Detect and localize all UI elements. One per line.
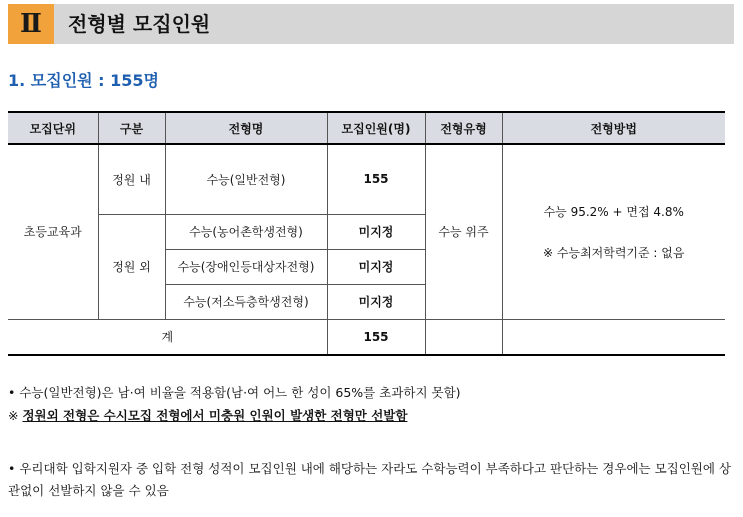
track-name-cell: 수능(일반전형) bbox=[165, 144, 327, 214]
subtitle: 1. 모집인원 : 155명 bbox=[8, 71, 159, 90]
note-quota bbox=[8, 406, 407, 424]
col-header: 모집인원(명) bbox=[327, 112, 425, 144]
group-out-cell: 정원 외 bbox=[98, 214, 165, 319]
note-mark: ※ bbox=[8, 408, 19, 423]
total-row bbox=[8, 319, 725, 355]
col-header: 모집단위 bbox=[8, 112, 98, 144]
count-cell: 155 bbox=[327, 144, 425, 214]
empty-cell bbox=[425, 319, 502, 355]
note-gender-ratio: • 수능(일반전형)은 남·여 비율을 적용함(남·여 어느 한 성이 65%를 초과하지 못함) bbox=[8, 385, 461, 400]
group-in-cell: 정원 내 bbox=[98, 144, 165, 214]
note-selection: • 우리대학 입학지원자 중 입학 전형 성적이 모집인원 내에 해당하는 자라도 수학능력이 부족하다고 판단하는 경우에는 모집인원에 상관없이 선발하지 않을 수 있음 bbox=[8, 461, 731, 498]
type-cell: 수능 위주 bbox=[425, 144, 502, 319]
note-quota-text: 정원외 전형은 수시모집 전형에서 미충원 인원이 발생한 전형만 선발함 bbox=[22, 408, 408, 423]
count-cell: 미지정 bbox=[327, 249, 425, 284]
section-number: Ⅱ bbox=[8, 4, 54, 44]
col-header: 전형유형 bbox=[425, 112, 502, 144]
total-count: 155 bbox=[327, 319, 425, 355]
section-title: 전형별 모집인원 bbox=[68, 12, 211, 36]
track-name-cell: 수능(장애인등대상자전형) bbox=[165, 249, 327, 284]
method-note: ※ 수능최저학력기준 : 없음 bbox=[543, 245, 685, 260]
col-header: 구분 bbox=[98, 112, 165, 144]
total-label: 계 bbox=[8, 319, 327, 355]
track-name-cell: 수능(농어촌학생전형) bbox=[165, 214, 327, 249]
admission-table bbox=[8, 111, 725, 356]
method-line: 수능 95.2% + 면접 4.8% bbox=[543, 204, 684, 219]
count-cell: 미지정 bbox=[327, 214, 425, 249]
col-header: 전형방법 bbox=[502, 112, 725, 144]
method-cell bbox=[502, 144, 725, 319]
unit-cell: 초등교육과 bbox=[8, 144, 98, 319]
table-header-row bbox=[8, 112, 725, 144]
section-header bbox=[8, 4, 734, 44]
table-row bbox=[8, 144, 725, 214]
track-name-cell: 수능(저소득층학생전형) bbox=[165, 284, 327, 319]
col-header: 전형명 bbox=[165, 112, 327, 144]
empty-cell bbox=[502, 319, 725, 355]
count-cell: 미지정 bbox=[327, 284, 425, 319]
